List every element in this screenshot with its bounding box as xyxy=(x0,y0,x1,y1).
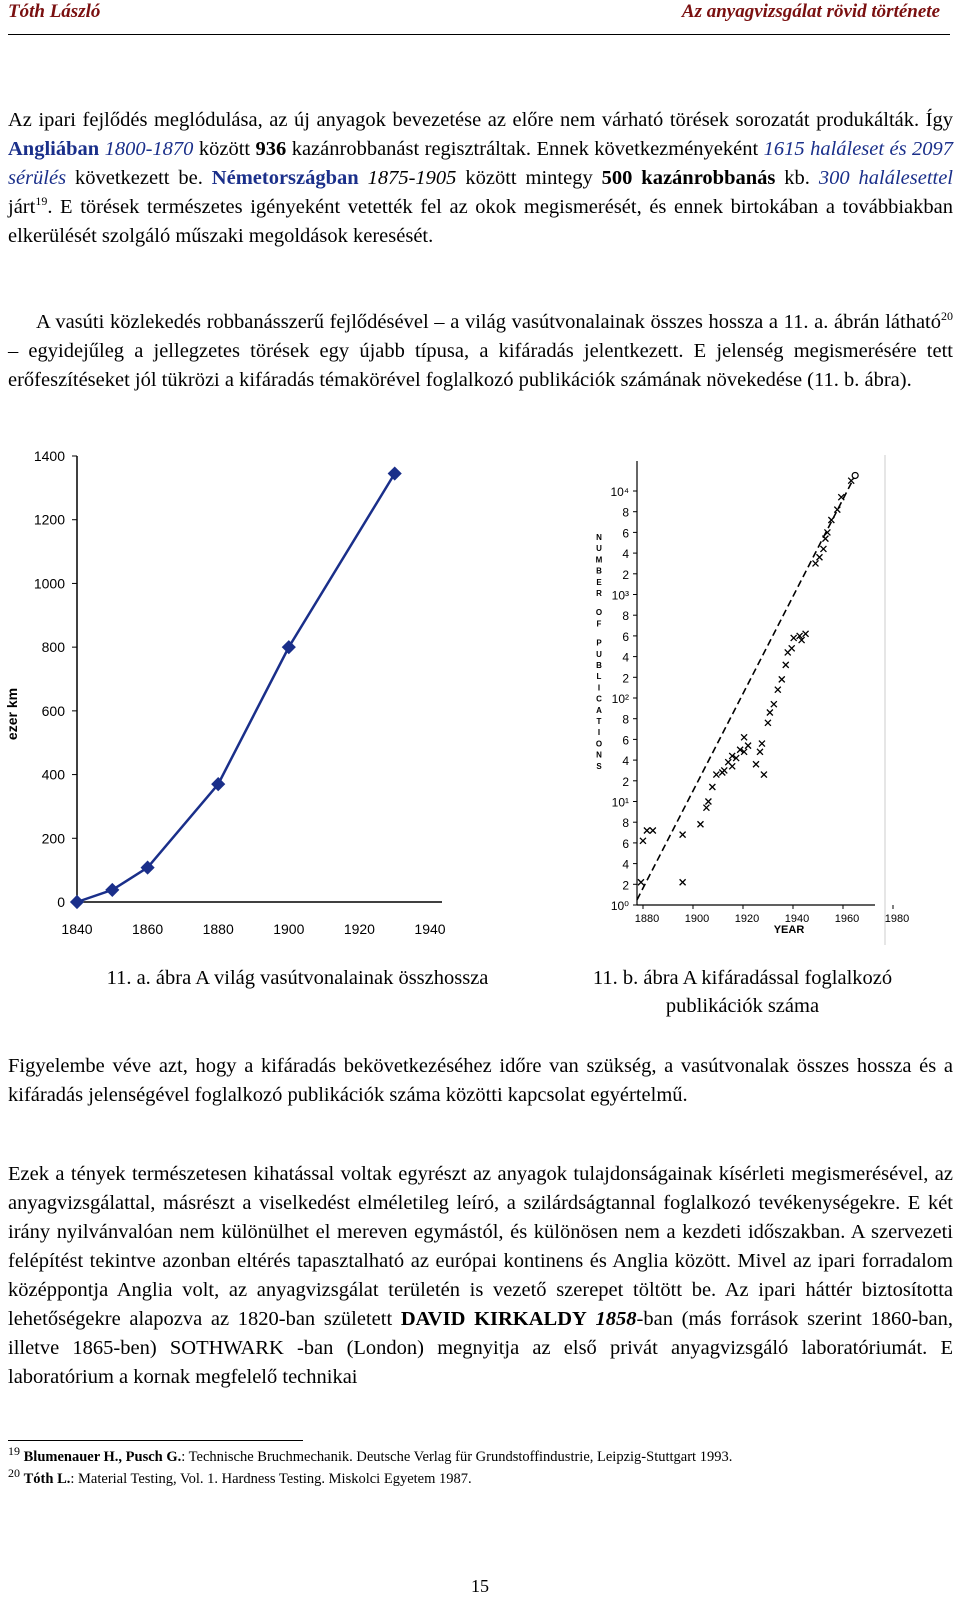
y-tick-label: 6 xyxy=(622,836,629,851)
x-tick-label: 1900 xyxy=(684,913,710,925)
y-tick-label: 1200 xyxy=(33,511,65,528)
y-tick-label: 8 xyxy=(622,505,629,520)
data-point xyxy=(822,536,828,542)
y-tick-label: 8 xyxy=(622,609,629,624)
data-point xyxy=(761,772,767,778)
footnote-separator xyxy=(8,1440,303,1441)
y-tick-label: 4 xyxy=(622,754,629,769)
y-axis-label-letter: C xyxy=(596,694,602,704)
x-tick-label: 1940 xyxy=(414,921,446,937)
footnote-19: $^{19}$ Blumenauer H., Pusch G.: Technische Bruchmechanik. Deutsche Verlag für Grundstoffindustrie, Leipzig-Stuttgart 1993. xyxy=(8,1444,733,1465)
y-tick-label: 8 xyxy=(622,816,629,831)
data-point xyxy=(783,662,789,668)
data-point xyxy=(697,821,703,827)
x-tick-label: 1860 xyxy=(132,921,164,937)
data-point xyxy=(745,743,751,749)
y-tick-label: 10² xyxy=(611,692,629,706)
y-tick-label: 4 xyxy=(622,857,629,872)
y-tick-label: 2 xyxy=(622,671,629,686)
x-tick-label: 1880 xyxy=(634,913,660,925)
y-tick-label: 10⁰ xyxy=(610,899,629,913)
data-point xyxy=(791,635,797,641)
data-point xyxy=(813,560,819,566)
y-axis-label-letter: O xyxy=(595,739,603,749)
y-axis-label-letter: A xyxy=(596,705,602,715)
data-point xyxy=(767,709,773,715)
x-tick-label: 1920 xyxy=(343,921,375,937)
y-tick-label: 2 xyxy=(622,878,629,893)
data-point xyxy=(789,645,795,651)
y-tick-label: 200 xyxy=(41,830,65,847)
y-tick-label: 2 xyxy=(622,774,629,789)
y-axis-label-letter: U xyxy=(596,649,602,659)
y-axis-label-letter: I xyxy=(597,728,601,738)
y-axis-label-letter: O xyxy=(595,608,603,618)
y-axis-label-letter: P xyxy=(596,638,602,648)
data-point xyxy=(709,784,715,790)
x-axis-label: YEAR xyxy=(773,924,805,936)
y-tick-label: 10¹ xyxy=(611,795,629,810)
y-tick-label: 4 xyxy=(622,547,629,562)
y-tick-label: 800 xyxy=(41,639,65,656)
data-point xyxy=(650,827,656,833)
trend-line xyxy=(637,475,855,899)
paragraph-4: Ezek a tények természetesen kihatással voltak egyrészt az anyagok tulajdonságainak kísérleti megismerésével, az anyagvizsgálattal, másrészt a viselkedést elméletileg leíró, a szilárdságtannal foglalkozó tevékenységekre. E két irány nyilvánvalóan nem különülhet el mereven egymástól, és különösen nem a kezdeti időszakban. A szervezeti felépítést tekintve azonban eltérés tapasztalható az európai kontinens és Anglia között. Mivel az ipari forradalom középpontja Anglia volt, az anyagvizsgálat területén is vezető szerepet töltött be. Az ipari háttér biztosította lehetőségekre alapozva az 1820-ban született DAVID KIRKALDY 1858-ban (más források szerint 1860-ban, illetve 1865-ben) SOTHWARK -ban (London) megnyitja az első privát anyagvizsgáló laboratóriumát. E laboratórium a kornak megfelelő technikai xyxy=(8,1163,954,1388)
x-tick-label: 1920 xyxy=(734,913,760,925)
y-axis-label-letter: M xyxy=(595,555,603,565)
data-point xyxy=(105,883,119,897)
x-tick-label: 1980 xyxy=(884,913,910,925)
data-point xyxy=(282,640,296,654)
data-point xyxy=(640,838,646,844)
header-title: Az anyagvizsgálat rövid története xyxy=(681,1,940,22)
x-tick-label: 1900 xyxy=(273,921,305,937)
paragraph-2: A vasúti közlekedés robbanásszerű fejlődésével – a világ vasútvonalainak összes hossza a 11. a. ábrán látható$^{20}$ – egyidejűleg a jellegzetes törések egy újabb típusa, a kifáradás jelentkezett. E jelenség megismerésére tett erőfeszítéseket jól tükrözi a kifáradás témakörével foglalkozó publikációk számának növekedése (11. b. ábra). xyxy=(8,309,953,391)
y-axis-label-letter: T xyxy=(596,717,602,726)
data-point xyxy=(803,631,809,637)
caption-11b-line1: 11. b. ábra A kifáradással foglalkozó xyxy=(592,967,893,989)
x-tick-label: 1880 xyxy=(202,921,234,937)
y-tick-label: 1400 xyxy=(33,448,65,464)
railway-length-chart xyxy=(0,440,480,950)
y-tick-label: 8 xyxy=(622,712,629,727)
data-point xyxy=(820,546,826,552)
y-axis-label-letter: B xyxy=(596,661,602,670)
y-axis-label: ezer km xyxy=(4,687,20,741)
data-point xyxy=(680,832,686,838)
y-axis-label-letter: F xyxy=(596,619,602,629)
data-point xyxy=(388,466,402,480)
data-point xyxy=(703,805,709,811)
page-number: 15 xyxy=(471,1576,489,1596)
y-axis-label-letter: R xyxy=(596,589,602,598)
y-tick-label: 4 xyxy=(622,650,629,665)
y-axis-label-letter: N xyxy=(596,533,602,542)
x-tick-label: 1840 xyxy=(61,921,93,937)
y-tick-label: 400 xyxy=(41,766,65,783)
header-author: Tóth László xyxy=(8,1,101,22)
data-point xyxy=(721,767,727,773)
y-axis-label-letter: N xyxy=(596,750,602,760)
y-tick-label: 6 xyxy=(622,733,629,748)
paragraph-1: Az ipari fejlődés meglódulása, az új anyagok bevezetése az előre nem várható törések sorozatát produkálták. Így Angliában 1800-1870 között 936 kazánrobbanást regisztráltak. Ennek következményeként 1615 haláleset és 2097 sérülés következett be. Németországban 1875-1905 között mintegy 500 kazánrobbanás kb. 300 halálesettel járt$^{19}$. E törések természetes igényeként vetették fel az okok megismerését, és ennek birtokában a továbbiakban elkerülését szolgáló műszaki megoldások keresését. xyxy=(8,109,954,247)
y-axis-label-letter: I xyxy=(597,683,601,693)
y-axis-label-letter: L xyxy=(596,672,602,682)
data-point xyxy=(834,507,840,513)
y-axis-label-letter: B xyxy=(596,566,602,576)
data-point xyxy=(644,827,650,833)
y-tick-label: 6 xyxy=(622,629,629,644)
data-point xyxy=(729,763,735,769)
caption-11a: 11. a. ábra A világ vasútvonalainak összhossza xyxy=(106,967,489,989)
publications-chart xyxy=(580,455,910,950)
y-tick-label: 6 xyxy=(622,526,629,541)
data-point xyxy=(705,799,711,805)
y-tick-label: 10⁴ xyxy=(610,485,629,499)
data-point xyxy=(638,879,644,885)
footnote-20: $^{20}$ Tóth L.: Material Testing, Vol. 1. Hardness Testing. Miskolci Egyetem 1987. xyxy=(8,1466,472,1487)
end-marker xyxy=(852,472,858,478)
data-point xyxy=(741,734,747,740)
y-axis-label-letter: S xyxy=(596,761,602,771)
data-point xyxy=(759,741,765,747)
y-axis-label-letter: E xyxy=(596,577,602,587)
data-point xyxy=(771,701,777,707)
y-tick-label: 600 xyxy=(41,702,65,719)
y-tick-label: 1000 xyxy=(33,575,65,592)
y-axis-label-letter: U xyxy=(596,544,602,554)
data-point xyxy=(680,879,686,885)
data-point xyxy=(713,772,719,778)
series-line xyxy=(77,474,395,902)
y-tick-label: 0 xyxy=(57,894,65,910)
y-tick-label: 2 xyxy=(622,567,629,582)
page-header xyxy=(8,0,950,35)
data-point xyxy=(753,761,759,767)
data-point xyxy=(70,895,84,909)
x-tick-label: 1960 xyxy=(834,913,860,925)
y-tick-label: 10³ xyxy=(611,588,629,603)
caption-11b-line2: publikációk száma xyxy=(665,995,820,1017)
data-point xyxy=(779,676,785,682)
paragraph-3: Figyelembe véve azt, hogy a kifáradás bekövetkezéséhez időre van szükség, a vasútvonalak összes hossza és a kifáradás jelenségével foglalkozó publikációk száma közötti kapcsolat egyértelmű. xyxy=(8,1055,953,1106)
x-tick-label: 1940 xyxy=(784,913,810,925)
data-point xyxy=(757,749,763,755)
data-point xyxy=(816,554,822,560)
data-point xyxy=(765,720,771,726)
data-point xyxy=(775,687,781,693)
